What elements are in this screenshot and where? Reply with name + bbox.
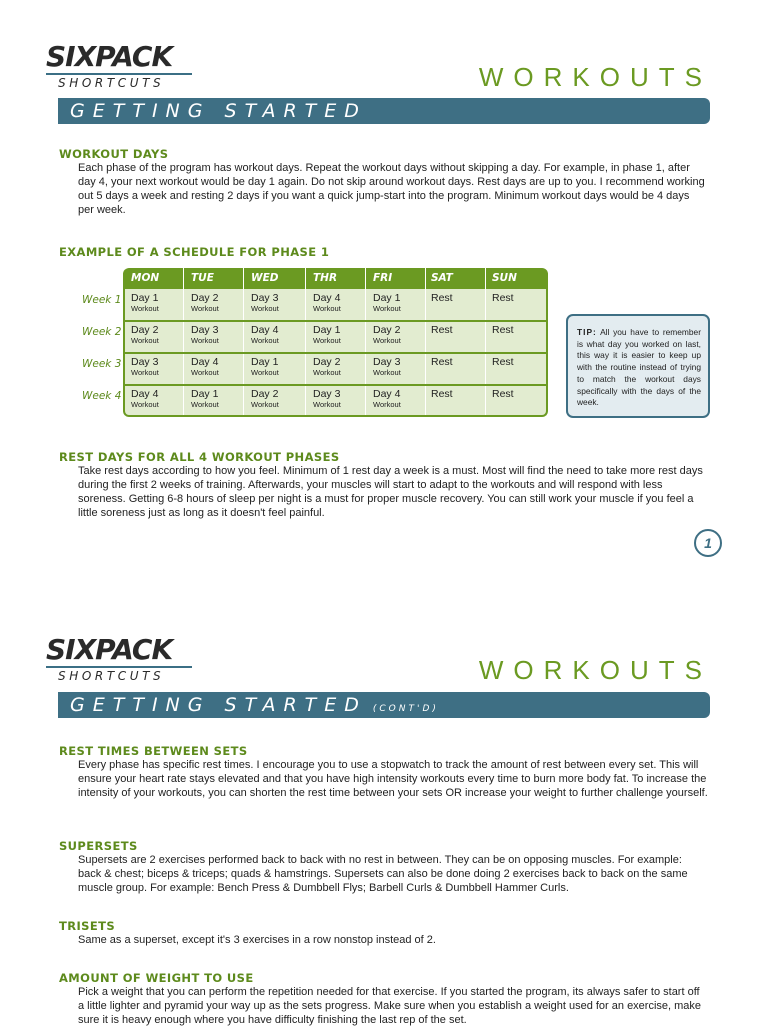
section-title: WORKOUTS xyxy=(478,62,712,92)
cell-day: Day 1 xyxy=(191,388,219,400)
cell-day: Rest xyxy=(492,356,514,368)
cell-day: Day 3 xyxy=(373,356,401,368)
schedule-cell xyxy=(373,324,431,346)
schedule-cell xyxy=(431,356,489,368)
cell-day: Day 1 xyxy=(313,324,341,336)
band-title: GETTING STARTED xyxy=(70,694,367,716)
cell-day: Rest xyxy=(431,356,453,368)
tip-box xyxy=(566,314,710,418)
tip-body: All you have to remember is what day you worked on last, this way it is easier to keep up with the routine instead of trying to match the workout days specifically with the days of the week. xyxy=(577,327,701,408)
cell-day: Day 2 xyxy=(313,356,341,368)
cell-day: Day 3 xyxy=(191,324,219,336)
heading-schedule: EXAMPLE OF A SCHEDULE FOR PHASE 1 xyxy=(59,245,330,259)
day-header-sun: SUN xyxy=(492,272,517,284)
cell-day: Day 4 xyxy=(131,388,159,400)
paragraph-trisets: Same as a superset, except it's 3 exercises in a row nonstop instead of 2. xyxy=(78,934,436,946)
logo-rule xyxy=(46,666,192,668)
cell-sub: Workout xyxy=(313,400,341,409)
schedule-cell xyxy=(251,388,309,410)
cell-sub: Workout xyxy=(373,336,401,345)
cell-sub: Workout xyxy=(373,368,401,377)
band-title: GETTING STARTED xyxy=(70,100,367,122)
schedule-cell xyxy=(131,292,189,314)
paragraph-workout-days: Each phase of the program has workout days. Repeat the workout days without skipping a day. For example, in phase 1, after day 4, your next workout would be day 1 again. Do not skip around workout days. Rest days are up to you. I recommend working out 5 days a week and resting 2 days if you want a quick jump-start into the program. Minimum workout days would be 4 days per week. xyxy=(78,162,705,216)
cell-day: Day 2 xyxy=(373,324,401,336)
schedule-cell xyxy=(191,292,249,314)
cell-day: Day 2 xyxy=(131,324,159,336)
cell-day: Rest xyxy=(431,324,453,336)
cell-day: Rest xyxy=(492,292,514,304)
logo-rule xyxy=(46,73,192,75)
day-header-sat: SAT xyxy=(431,272,453,284)
cell-sub: Workout xyxy=(373,400,401,409)
cell-sub: Workout xyxy=(251,400,279,409)
cell-day: Day 4 xyxy=(191,356,219,368)
cell-day: Rest xyxy=(492,324,514,336)
logo-sub-text: SHORTCUTS xyxy=(58,76,165,90)
row-divider xyxy=(123,384,546,386)
schedule-cell xyxy=(492,388,550,400)
schedule-cell xyxy=(191,356,249,378)
paragraph-weight: Pick a weight that you can perform the repetition needed for that exercise. If you started the program, its always safer to start off a little lighter and pyramid your way up as the sets progress. Make sure when you establish a weight used for an exercise, make sure it is heavy enough where you have difficulty finishing the last rep of the set. xyxy=(78,986,702,1026)
section-title: WORKOUTS xyxy=(478,655,712,685)
cell-day: Day 2 xyxy=(191,292,219,304)
logo-sub-text: SHORTCUTS xyxy=(58,669,165,683)
cell-day: Day 4 xyxy=(373,388,401,400)
cell-day: Day 4 xyxy=(313,292,341,304)
cell-sub: Workout xyxy=(313,368,341,377)
day-header-wed: WED xyxy=(251,272,279,284)
schedule-cell xyxy=(373,388,431,410)
sixpack-shortcuts-logo xyxy=(46,635,196,683)
cell-sub: Workout xyxy=(131,336,159,345)
schedule-cell xyxy=(251,292,309,314)
band-subtitle: (CONT'D) xyxy=(372,704,439,714)
heading-trisets: TRISETS xyxy=(59,919,116,933)
paragraph-rest-times: Every phase has specific rest times. I encourage you to use a stopwatch to track the amount of rest between every set. This will ensure your heart rate stays elevated and that you have high intensity workouts every time to burn more body fat. To increase the intensity of your workouts, you can shorten the rest time between your sets OR increase your weight to further challenge yourself. xyxy=(78,759,708,799)
schedule-cell xyxy=(131,324,189,346)
row-divider xyxy=(123,320,546,322)
cell-day: Day 2 xyxy=(251,388,279,400)
cell-day: Rest xyxy=(492,388,514,400)
title-band xyxy=(58,98,710,124)
logo-main-text: SIXPACK xyxy=(46,633,173,666)
cell-day: Rest xyxy=(431,292,453,304)
heading-workout-days: WORKOUT DAYS xyxy=(59,147,169,161)
cell-sub: Workout xyxy=(191,400,219,409)
day-header-thr: THR xyxy=(313,272,338,284)
cell-sub: Workout xyxy=(373,304,401,313)
heading-weight: AMOUNT OF WEIGHT TO USE xyxy=(59,971,254,985)
schedule-cell xyxy=(431,324,489,336)
cell-sub: Workout xyxy=(131,368,159,377)
schedule-cell xyxy=(191,324,249,346)
schedule-cell xyxy=(131,356,189,378)
heading-rest-days: REST DAYS FOR ALL 4 WORKOUT PHASES xyxy=(59,450,340,464)
schedule-cell xyxy=(431,388,489,400)
cell-sub: Workout xyxy=(191,304,219,313)
cell-sub: Workout xyxy=(251,304,279,313)
day-header-mon: MON xyxy=(131,272,160,284)
cell-sub: Workout xyxy=(191,336,219,345)
schedule-cell xyxy=(492,356,550,368)
schedule-cell xyxy=(373,292,431,314)
schedule-cell xyxy=(131,388,189,410)
heading-rest-times: REST TIMES BETWEEN SETS xyxy=(59,744,248,758)
cell-day: Day 3 xyxy=(131,356,159,368)
week-label: Week 2 xyxy=(82,326,122,338)
cell-day: Rest xyxy=(431,388,453,400)
tip-label: TIP: xyxy=(577,327,597,337)
page-2 xyxy=(0,595,768,1024)
week-label: Week 3 xyxy=(82,358,122,370)
cell-sub: Workout xyxy=(191,368,219,377)
day-header-tue: TUE xyxy=(191,272,214,284)
cell-day: Day 3 xyxy=(251,292,279,304)
cell-sub: Workout xyxy=(313,336,341,345)
page-number: 1 xyxy=(694,529,722,557)
logo-main-text: SIXPACK xyxy=(46,40,173,73)
cell-sub: Workout xyxy=(131,400,159,409)
schedule-cell xyxy=(313,388,371,410)
schedule-cell xyxy=(313,324,371,346)
cell-sub: Workout xyxy=(251,368,279,377)
schedule-cell xyxy=(492,292,550,304)
schedule-cell xyxy=(492,324,550,336)
cell-day: Day 1 xyxy=(251,356,279,368)
paragraph-supersets: Supersets are 2 exercises performed back to back with no rest in between. They can be on opposing muscles. For example: back & chest; biceps & triceps; quads & hamstrings. Supersets can also be done doing 2 exercises back to back on the same muscle group. For example: Bench Press & Dumbbell Flys; Barbell Curls & Dumbbell Hammer Curls. xyxy=(78,854,688,894)
day-header-fri: FRI xyxy=(373,272,393,284)
schedule-cell xyxy=(313,356,371,378)
cell-sub: Workout xyxy=(131,304,159,313)
paragraph-rest-days: Take rest days according to how you feel. Minimum of 1 rest day a week is a must. Most will find the need to take more rest days during the first 2 weeks of training. Afterwards, your muscles will start to adapt to the workouts and will respond with less soreness. Getting 6-8 hours of sleep per night is a must for proper muscle recovery. You can still work your muscle if you feel a little soreness just as long as it doesn't feel painful. xyxy=(78,465,703,519)
title-band xyxy=(58,692,710,718)
cell-sub: Workout xyxy=(251,336,279,345)
schedule-cell xyxy=(373,356,431,378)
schedule-cell xyxy=(251,324,309,346)
week-label: Week 4 xyxy=(82,390,122,402)
cell-day: Day 1 xyxy=(373,292,401,304)
schedule-cell xyxy=(431,292,489,304)
cell-day: Day 1 xyxy=(131,292,159,304)
cell-day: Day 4 xyxy=(251,324,279,336)
schedule-cell xyxy=(251,356,309,378)
row-divider xyxy=(123,352,546,354)
week-label: Week 1 xyxy=(82,294,122,306)
cell-sub: Workout xyxy=(313,304,341,313)
schedule-cell xyxy=(313,292,371,314)
band-title-wrap xyxy=(70,694,439,716)
cell-day: Day 3 xyxy=(313,388,341,400)
sixpack-shortcuts-logo xyxy=(46,42,196,90)
tip-text xyxy=(577,327,701,409)
schedule-cell xyxy=(191,388,249,410)
heading-supersets: SUPERSETS xyxy=(59,839,138,853)
